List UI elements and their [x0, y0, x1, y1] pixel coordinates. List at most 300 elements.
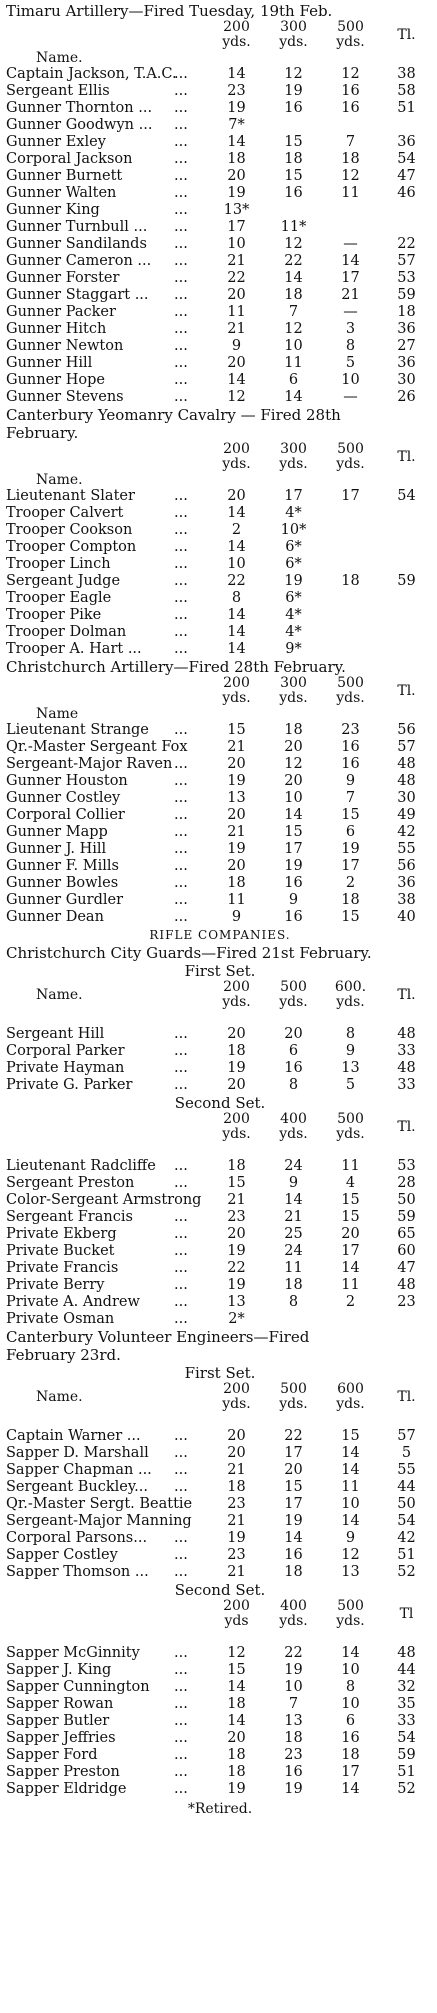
total-score: 50: [397, 1192, 416, 1208]
range-score: 17: [284, 841, 303, 857]
range-score: 21: [227, 1192, 246, 1208]
section-subtitle: RIFLE COMPANIES.: [149, 928, 291, 942]
column-header: 500 yds.: [336, 441, 365, 472]
leader-dots: ...: [174, 909, 188, 925]
table-row: [6, 1175, 434, 1192]
range-score: 20: [227, 1428, 246, 1444]
competitor-name: Private A. Andrew: [6, 1294, 140, 1310]
range-score: [322, 624, 379, 641]
table-row: [6, 321, 434, 338]
range-score: 12: [341, 66, 360, 82]
range-score: 15: [341, 807, 360, 823]
leader-dots: ...: [174, 556, 188, 572]
range-score: 21: [227, 321, 246, 337]
total-score: [379, 202, 434, 219]
range-score: 8: [288, 1077, 299, 1093]
competitor-name: Private Hayman: [6, 1060, 125, 1076]
table-row: [6, 624, 434, 641]
total-score: 52: [397, 1564, 416, 1580]
name-column-header: Name: [36, 706, 79, 722]
table-row: [6, 590, 434, 607]
range-score: 10: [227, 556, 246, 572]
table-row: [6, 909, 434, 926]
total-score: 48: [397, 1277, 416, 1293]
range-score: 10: [341, 1662, 360, 1678]
range-score: 11: [227, 304, 246, 320]
range-score: [265, 202, 322, 219]
leader-dots: ...: [174, 270, 188, 286]
range-score: 13: [227, 1294, 246, 1310]
total-score: 23: [397, 1294, 416, 1310]
table-row: [6, 134, 434, 151]
table-row: [6, 1679, 434, 1696]
range-score: 17: [341, 488, 360, 504]
leader-dots: ...: [174, 287, 188, 303]
total-score: 33: [397, 1077, 416, 1093]
competitor-name: Gunner F. Mills: [6, 858, 119, 874]
range-score: 18: [341, 151, 360, 167]
table-row: [6, 824, 434, 841]
range-score: 23: [227, 1209, 246, 1225]
range-score: 20: [227, 858, 246, 874]
range-score: 15: [227, 1662, 246, 1678]
range-score: 17: [284, 488, 303, 504]
leader-dots: ...: [174, 389, 188, 405]
range-score: 4*: [285, 607, 302, 623]
range-score: 19: [284, 858, 303, 874]
column-header: 200 yds: [223, 1598, 250, 1629]
range-score: 14: [341, 1645, 360, 1661]
range-score: 21: [227, 824, 246, 840]
range-score: 4*: [285, 624, 302, 640]
competitor-name: Sapper Eldridge: [6, 1781, 127, 1797]
competitor-name: Gunner Dean: [6, 909, 104, 925]
competitor-name: Private G. Parker: [6, 1077, 133, 1093]
leader-dots: ...: [174, 1462, 188, 1478]
column-header-row: [6, 20, 434, 50]
competitor-name: Sapper Cunnington: [6, 1679, 150, 1695]
leader-dots: ...: [174, 790, 188, 806]
range-score: 18: [227, 1696, 246, 1712]
range-score: [322, 219, 379, 236]
competitor-name: Gunner Sandilands: [6, 236, 147, 252]
range-score: 14: [227, 372, 246, 388]
range-score: 19: [284, 83, 303, 99]
column-header: Tl.: [397, 1118, 416, 1135]
total-score: 36: [397, 134, 416, 150]
total-score: 56: [397, 858, 416, 874]
total-score: 51: [397, 1547, 416, 1563]
competitor-name: Sergeant-Major Raven: [6, 756, 173, 772]
range-score: 2: [231, 522, 242, 538]
range-score: 6: [345, 824, 356, 840]
range-score: 18: [284, 287, 303, 303]
range-score: 25: [284, 1226, 303, 1242]
competitor-name: Sergeant Judge: [6, 573, 121, 589]
competitor-name: Gunner Houston: [6, 773, 128, 789]
range-score: 20: [227, 807, 246, 823]
range-score: 14: [341, 1260, 360, 1276]
total-score: 55: [397, 1462, 416, 1478]
range-score: 17: [284, 1496, 303, 1512]
range-score: 14: [227, 134, 246, 150]
range-score: 16: [341, 739, 360, 755]
range-score: 20: [284, 739, 303, 755]
competitor-name: Gunner Hill: [6, 355, 93, 371]
range-score: 18: [227, 1158, 246, 1174]
range-score: 18: [227, 1479, 246, 1495]
range-score: 16: [284, 100, 303, 116]
leader-dots: ...: [174, 1747, 188, 1763]
total-score: 22: [397, 236, 416, 252]
total-score: 53: [397, 1158, 416, 1174]
leader-dots: ...: [174, 219, 188, 235]
table-row: [6, 1662, 434, 1679]
range-score: 16: [284, 1764, 303, 1780]
total-score: 57: [397, 1428, 416, 1444]
range-score: 23: [341, 722, 360, 738]
competitor-name: Sergeant Ellis: [6, 83, 110, 99]
range-score: 22: [227, 270, 246, 286]
range-score: 19: [284, 573, 303, 589]
range-score: 11*: [280, 219, 307, 235]
range-score: 19: [227, 1530, 246, 1546]
table-row: [6, 338, 434, 355]
competitor-name: Gunner Goodwyn ...: [6, 117, 153, 133]
leader-dots: ...: [174, 1645, 188, 1661]
competitor-name: Qr.-Master Sergeant Fox: [6, 739, 188, 755]
table-row: [6, 505, 434, 522]
column-header: 300 yds.: [279, 19, 308, 50]
range-score: [322, 641, 379, 658]
leader-dots: ...: [174, 841, 188, 857]
competitor-name: Gunner Bowles: [6, 875, 119, 891]
table-row: [6, 253, 434, 270]
column-header: 500 yds.: [336, 1111, 365, 1142]
total-score: 59: [397, 287, 416, 303]
range-score: [322, 202, 379, 219]
leader-dots: ...: [174, 1026, 188, 1042]
range-score: 8: [345, 1679, 356, 1695]
range-score: 12: [284, 66, 303, 82]
total-score: 30: [397, 790, 416, 806]
range-score: 18: [341, 573, 360, 589]
table-row: [6, 573, 434, 590]
table-row: [6, 556, 434, 573]
table-row: [6, 151, 434, 168]
leader-dots: ...: [174, 773, 188, 789]
range-score: 13: [341, 1060, 360, 1076]
total-score: 51: [397, 1764, 416, 1780]
total-score: 18: [397, 304, 416, 320]
set-label: Second Set.: [174, 1094, 266, 1112]
range-score: 21: [227, 739, 246, 755]
table-row: [6, 202, 434, 219]
leader-dots: ...: [174, 488, 188, 504]
range-score: 14: [341, 1445, 360, 1461]
leader-dots: ...: [174, 338, 188, 354]
range-score: 14: [341, 1462, 360, 1478]
range-score: 9: [288, 892, 299, 908]
total-score: [379, 1311, 434, 1328]
range-score: 15: [227, 1175, 246, 1191]
range-score: 10: [341, 1496, 360, 1512]
table-row: [6, 1060, 434, 1077]
table-row: [6, 773, 434, 790]
total-score: 38: [397, 66, 416, 82]
table-row: [6, 355, 434, 372]
section-title: Canterbury Volunteer Engineers—Fired February 23rd.: [6, 1328, 310, 1364]
leader-dots: ...: [174, 1781, 188, 1797]
competitor-name: Captain Warner ...: [6, 1428, 141, 1444]
competitor-name: Sergeant Preston: [6, 1175, 135, 1191]
range-score: 18: [227, 1747, 246, 1763]
range-score: 9: [288, 1175, 299, 1191]
table-row: [6, 1192, 434, 1209]
table-row: [6, 1564, 434, 1581]
competitor-name: Trooper Eagle: [6, 590, 112, 606]
range-score: 10: [284, 1679, 303, 1695]
range-score: 18: [227, 1043, 246, 1059]
total-score: 26: [397, 389, 416, 405]
range-score: 7: [345, 134, 356, 150]
total-score: 50: [397, 1496, 416, 1512]
competitor-name: Gunner Hitch: [6, 321, 107, 337]
leader-dots: ...: [174, 1679, 188, 1695]
column-header: Tl.: [397, 1388, 416, 1405]
range-score: 22: [284, 253, 303, 269]
competitor-name: Corporal Parsons...: [6, 1530, 148, 1546]
range-score: 20: [227, 1730, 246, 1746]
leader-dots: ...: [174, 1713, 188, 1729]
table-row: [6, 372, 434, 389]
range-score: 18: [341, 892, 360, 908]
section-title: Christchurch Artillery—Fired 28th February.: [6, 658, 346, 676]
range-score: 19: [227, 1781, 246, 1797]
range-score: 10: [284, 790, 303, 806]
competitor-name: Lieutenant Strange: [6, 722, 149, 738]
range-score: 21: [227, 1513, 246, 1529]
range-score: 19: [227, 185, 246, 201]
range-score: 18: [284, 1564, 303, 1580]
range-score: 6: [345, 1713, 356, 1729]
leader-dots: ...: [174, 522, 188, 538]
range-score: 6: [288, 1043, 299, 1059]
range-score: [322, 607, 379, 624]
column-header: Tl.: [397, 986, 416, 1003]
leader-dots: ...: [174, 1696, 188, 1712]
total-score: [379, 641, 434, 658]
range-score: 12: [341, 168, 360, 184]
competitor-name: Color-Sergeant Armstrong: [6, 1192, 202, 1208]
table-row: [6, 641, 434, 658]
competitor-name: Gunner Forster: [6, 270, 120, 286]
table-row: [6, 739, 434, 756]
total-score: 36: [397, 355, 416, 371]
range-score: 16: [341, 756, 360, 772]
column-header: 500 yds.: [336, 1598, 365, 1629]
leader-dots: ...: [174, 1530, 188, 1546]
range-score: 10: [227, 236, 246, 252]
leader-dots: ...: [174, 641, 188, 657]
range-score: 6*: [285, 556, 302, 572]
range-score: 11: [341, 1158, 360, 1174]
leader-dots: ...: [174, 624, 188, 640]
range-score: 7*: [228, 117, 245, 133]
leader-dots: ...: [174, 1479, 188, 1495]
table-row: [6, 522, 434, 539]
total-score: [379, 539, 434, 556]
column-header: Tl.: [397, 26, 416, 43]
range-score: 9: [345, 1043, 356, 1059]
total-score: 38: [397, 892, 416, 908]
range-score: 20: [227, 1077, 246, 1093]
table-row: [6, 1496, 434, 1513]
leader-dots: ...: [174, 1564, 188, 1580]
range-score: 20: [284, 773, 303, 789]
table-row: [6, 756, 434, 773]
table-row: [6, 1547, 434, 1564]
table-row: [6, 1277, 434, 1294]
total-score: [379, 219, 434, 236]
competitor-name: Sapper J. King: [6, 1662, 112, 1678]
competitor-name: Corporal Parker: [6, 1043, 125, 1059]
total-score: [379, 505, 434, 522]
range-score: 9: [345, 1530, 356, 1546]
leader-dots: ...: [174, 355, 188, 371]
leader-dots: ...: [174, 505, 188, 521]
range-score: 15: [284, 1479, 303, 1495]
competitor-name: Gunner King: [6, 202, 100, 218]
competitor-name: Sapper D. Marshall: [6, 1445, 149, 1461]
competitor-name: Gunner Burnett: [6, 168, 123, 184]
leader-dots: ...: [174, 1043, 188, 1059]
table-row: [6, 1158, 434, 1175]
competitor-name: Corporal Jackson: [6, 151, 133, 167]
table-row: [6, 287, 434, 304]
competitor-name: Private Francis: [6, 1260, 119, 1276]
range-score: [265, 1311, 322, 1328]
leader-dots: ...: [174, 1547, 188, 1563]
range-score: [322, 1311, 379, 1328]
footnote: *Retired.: [187, 1801, 253, 1817]
range-score: 6: [288, 372, 299, 388]
competitor-name: Trooper A. Hart ...: [6, 641, 142, 657]
leader-dots: ...: [174, 202, 188, 218]
table-row: [6, 841, 434, 858]
range-score: —: [343, 236, 358, 252]
range-score: 24: [284, 1158, 303, 1174]
leader-dots: ...: [174, 185, 188, 201]
competitor-name: Sapper Jeffries: [6, 1730, 116, 1746]
range-score: 15: [341, 1209, 360, 1225]
range-score: 19: [284, 1781, 303, 1797]
total-score: 44: [397, 1479, 416, 1495]
total-score: 65: [397, 1226, 416, 1242]
score-table: [6, 676, 434, 926]
leader-dots: ...: [174, 1077, 188, 1093]
leader-dots: ...: [174, 824, 188, 840]
name-column-header: Name.: [36, 472, 83, 488]
total-score: 54: [397, 1513, 416, 1529]
range-score: 14: [341, 1513, 360, 1529]
total-score: 27: [397, 338, 416, 354]
competitor-name: Sergeant Hill: [6, 1026, 105, 1042]
range-score: 12: [341, 1547, 360, 1563]
range-score: 15: [284, 134, 303, 150]
table-row: [6, 1781, 434, 1798]
total-score: [379, 522, 434, 539]
range-score: 21: [227, 1564, 246, 1580]
table-row: [6, 1747, 434, 1764]
leader-dots: ...: [174, 1277, 188, 1293]
total-score: 52: [397, 1781, 416, 1797]
column-header: 200 yds.: [222, 19, 251, 50]
leader-dots: ...: [174, 1060, 188, 1076]
range-score: 16: [341, 1730, 360, 1746]
leader-dots: ...: [174, 236, 188, 252]
total-score: 48: [397, 1645, 416, 1661]
range-score: 13*: [223, 202, 250, 218]
total-score: 54: [397, 151, 416, 167]
total-score: 32: [397, 1679, 416, 1695]
column-header: 200 yds.: [222, 441, 251, 472]
leader-dots: ...: [174, 83, 188, 99]
range-score: 16: [284, 875, 303, 891]
section-title: Timaru Artillery—Fired Tuesday, 19th Feb.: [6, 2, 333, 20]
score-table: [6, 1112, 434, 1328]
range-score: 21: [227, 253, 246, 269]
column-header: 200 yds.: [222, 675, 251, 706]
competitor-name: Gunner Turnbull ...: [6, 219, 148, 235]
competitor-name: Gunner Cameron ...: [6, 253, 152, 269]
name-column-header: Name.: [36, 50, 83, 66]
table-row: [6, 875, 434, 892]
range-score: 23: [227, 83, 246, 99]
table-row: [6, 236, 434, 253]
leader-dots: ...: [174, 1175, 188, 1191]
table-row: [6, 607, 434, 624]
score-document: [6, 2, 434, 1818]
competitor-name: Gunner J. Hill: [6, 841, 107, 857]
competitor-name: Gunner Staggart ...: [6, 287, 149, 303]
total-score: 48: [397, 1060, 416, 1076]
range-score: 11: [341, 185, 360, 201]
range-score: 15: [284, 824, 303, 840]
range-score: 14: [284, 270, 303, 286]
table-row: [6, 270, 434, 287]
competitor-name: Trooper Compton: [6, 539, 137, 555]
range-score: [322, 505, 379, 522]
leader-dots: ...: [174, 1662, 188, 1678]
total-score: [379, 117, 434, 134]
competitor-name: Sergeant Francis: [6, 1209, 133, 1225]
total-score: 35: [397, 1696, 416, 1712]
range-score: 20: [227, 355, 246, 371]
column-header: 500 yds.: [336, 19, 365, 50]
total-score: 5: [401, 1445, 412, 1461]
range-score: 19: [227, 1277, 246, 1293]
total-score: 54: [397, 488, 416, 504]
total-score: 30: [397, 372, 416, 388]
range-score: 7: [288, 304, 299, 320]
leader-dots: ...: [174, 1226, 188, 1242]
range-score: 14: [227, 624, 246, 640]
leader-dots: ...: [174, 756, 188, 772]
table-row: [6, 1077, 434, 1094]
column-header: 600. yds.: [334, 979, 367, 1010]
range-score: 7: [288, 1696, 299, 1712]
